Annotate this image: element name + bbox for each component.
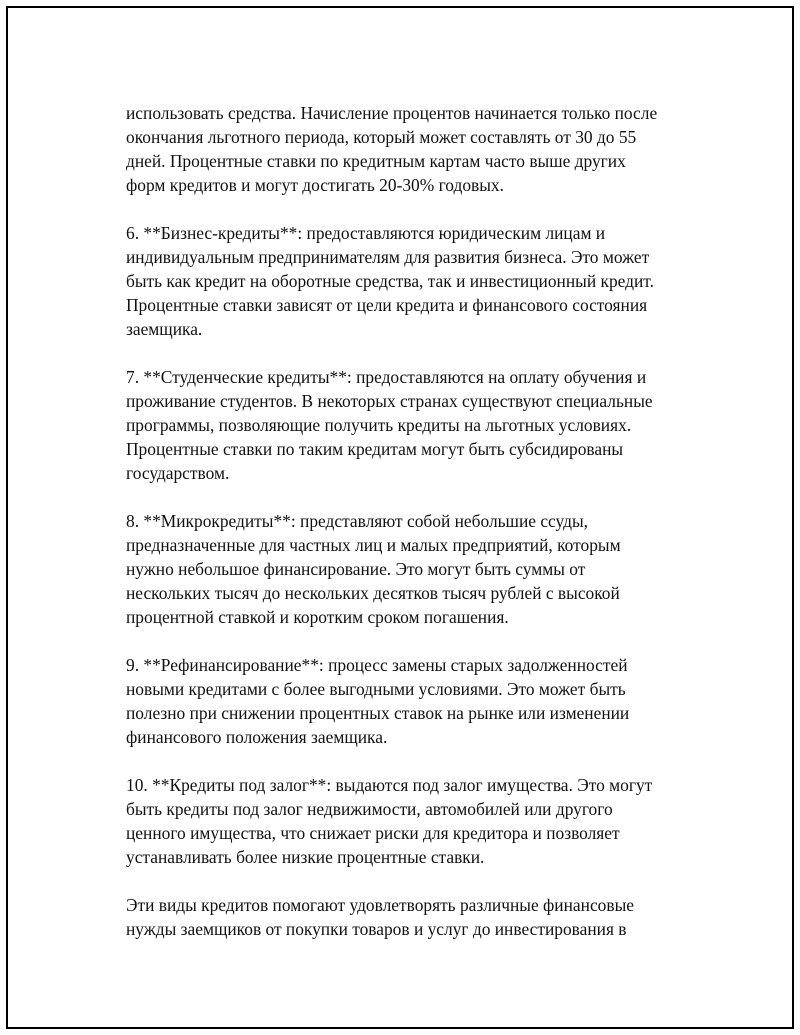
text-line: проживание студентов. В некоторых странах существуют специальные bbox=[126, 391, 653, 411]
text-line: дней. Процентные ставки по кредитным картам часто выше других bbox=[126, 151, 626, 171]
text-line: окончания льготного периода, который может составлять от 30 до 55 bbox=[126, 127, 637, 147]
paragraph-refinancing bbox=[126, 653, 726, 749]
text-line: заемщика. bbox=[126, 319, 203, 339]
text-line: полезно при снижении процентных ставок на рынке или изменении bbox=[126, 703, 630, 723]
text-line: государством. bbox=[126, 463, 230, 483]
paragraph-credit-cards-continued bbox=[126, 101, 726, 197]
text-line: форм кредитов и могут достигать 20-30% годовых. bbox=[126, 175, 504, 195]
text-line: Процентные ставки зависят от цели кредита и финансового состояния bbox=[126, 295, 648, 315]
text-line: устанавливать более низкие процентные ставки. bbox=[126, 847, 485, 867]
text-line: финансового положения заемщика. bbox=[126, 727, 388, 747]
page-frame bbox=[6, 6, 794, 1029]
text-line: индивидуальным предпринимателям для развития бизнеса. Это может bbox=[126, 247, 650, 267]
text-line: Эти виды кредитов помогают удовлетворять различные финансовые bbox=[126, 895, 634, 915]
text-line: 10. **Кредиты под залог**: выдаются под залог имущества. Это могут bbox=[126, 775, 653, 795]
paragraph-secured-credits bbox=[126, 773, 726, 869]
text-line: 6. **Бизнес-кредиты**: предоставляются юридическим лицам и bbox=[126, 223, 606, 243]
paragraph-student-credits bbox=[126, 365, 726, 485]
text-line: Процентные ставки по таким кредитам могут быть субсидированы bbox=[126, 439, 624, 459]
text-line: программы, позволяющие получить кредиты на льготных условиях. bbox=[126, 415, 632, 435]
text-line: нескольких тысяч до нескольких десятков тысяч рублей с высокой bbox=[126, 583, 620, 603]
text-line: 8. **Микрокредиты**: представляют собой небольшие ссуды, bbox=[126, 511, 589, 531]
text-line: 9. **Рефинансирование**: процесс замены старых задолженностей bbox=[126, 655, 628, 675]
text-line: использовать средства. Начисление процентов начинается только после bbox=[126, 103, 658, 123]
document-body bbox=[126, 101, 726, 965]
text-line: новыми кредитами с более выгодными условиями. Это может быть bbox=[126, 679, 626, 699]
text-line: предназначенные для частных лиц и малых предприятий, которым bbox=[126, 535, 621, 555]
paragraph-business-credits bbox=[126, 221, 726, 341]
text-line: быть кредиты под залог недвижимости, автомобилей или другого bbox=[126, 799, 613, 819]
text-line: процентной ставкой и коротким сроком погашения. bbox=[126, 607, 509, 627]
paragraph-microcredits bbox=[126, 509, 726, 629]
text-line: 7. **Студенческие кредиты**: предоставляются на оплату обучения и bbox=[126, 367, 647, 387]
text-line: нужно небольшое финансирование. Это могут быть суммы от bbox=[126, 559, 586, 579]
text-line: ценного имущества, что снижает риски для кредитора и позволяет bbox=[126, 823, 620, 843]
text-line: быть как кредит на оборотные средства, так и инвестиционный кредит. bbox=[126, 271, 654, 291]
paragraph-conclusion bbox=[126, 893, 726, 941]
text-line: нужды заемщиков от покупки товаров и услуг до инвестирования в bbox=[126, 919, 627, 939]
